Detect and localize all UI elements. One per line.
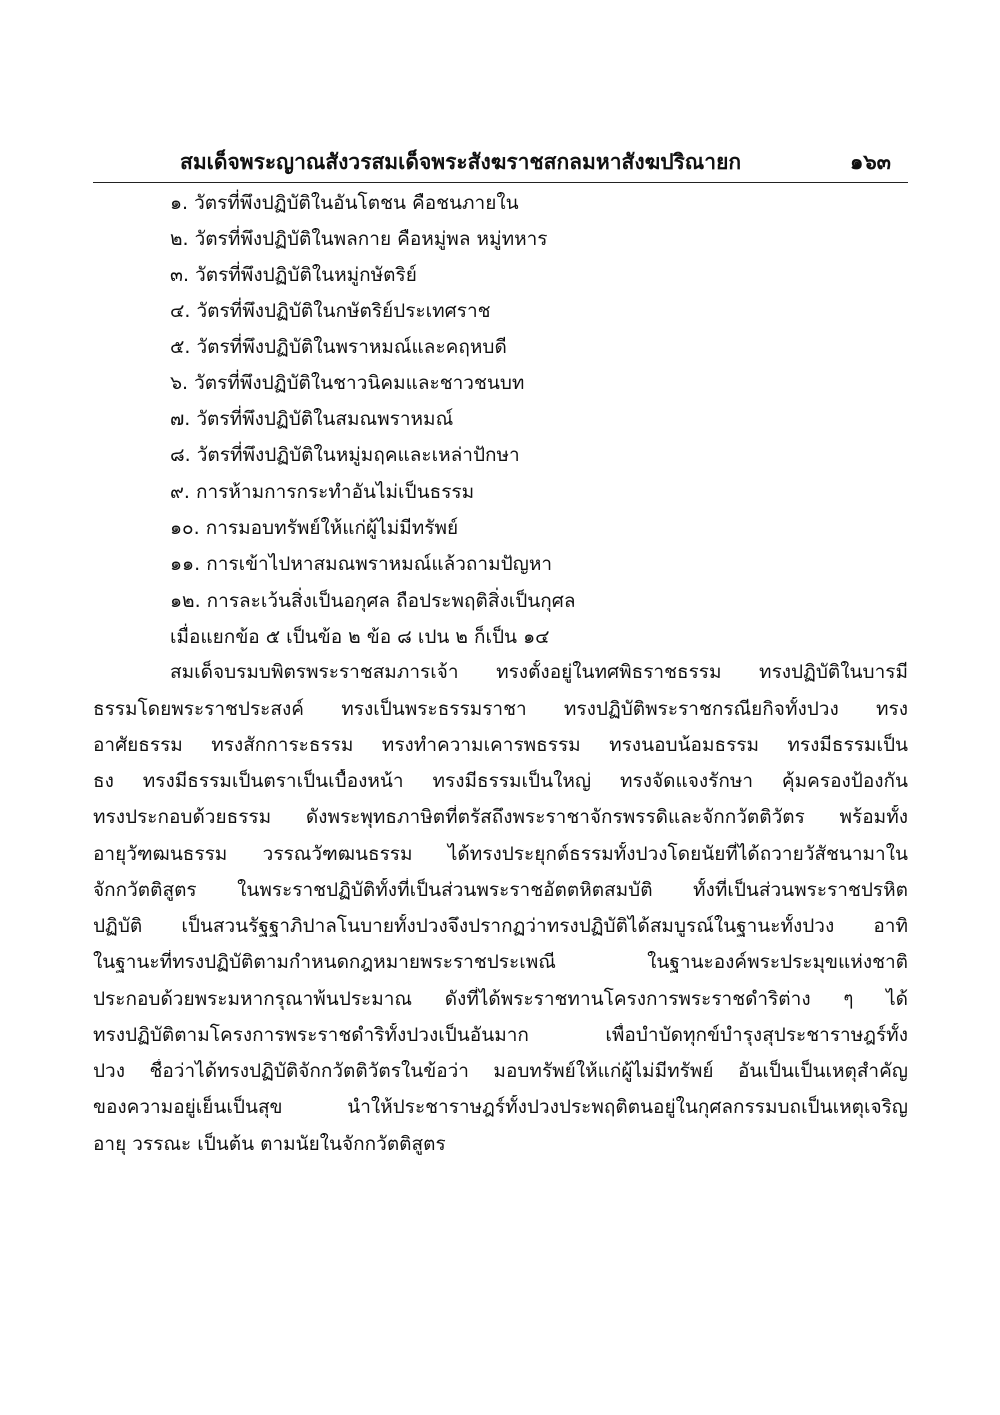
paragraph-line-10: ประกอบด้วยพระมหากรุณาพ้นประมาณ ดังที่ได้พระราชทานโครงการพระราชดำริต่าง ๆ ได้ (93, 988, 908, 1010)
summary-line: เมื่อแยกข้อ ๕ เป็นข้อ ๒ ข้อ ๘ เปน ๒ ก็เป็น ๑๔ (170, 626, 550, 648)
paragraph-line-14: อายุ วรรณะ เป็นต้น ตามนัยในจักกวัตติสูตร (93, 1133, 446, 1155)
paragraph-line-4: ธง ทรงมีธรรมเป็นตราเป็นเบื้องหน้า ทรงมีธรรมเป็นใหญ่ ทรงจัดแจงรักษา คุ้มครองป้องกัน (93, 770, 908, 792)
paragraph-line-5: ทรงประกอบด้วยธรรม ดังพระพุทธภาษิตที่ตรัสถึงพระราชาจักรพรรดิและจักกวัตติวัตร พร้อมทั้ง (93, 806, 908, 828)
list-item-12: ๑๒. การละเว้นสิ่งเป็นอกุศล ถือประพฤติสิ่งเป็นกุศล (170, 590, 576, 612)
paragraph-line-9: ในฐานะที่ทรงปฏิบัติตามกำหนดกฎหมายพระราชประเพณี ในฐานะองค์พระประมุขแห่งชาติ (93, 951, 908, 973)
list-item-1: ๑. วัตรที่พึงปฏิบัติในอันโตชน คือชนภายใน (170, 192, 519, 214)
running-header-title: สมเด็จพระญาณสังวรสมเด็จพระสังฆราชสกลมหาสังฆปริณายก (180, 150, 742, 174)
list-item-8: ๘. วัตรที่พึงปฏิบัติในหมู่มฤคและเหล่าปักษา (170, 444, 520, 466)
paragraph-line-1: สมเด็จบรมบพิตรพระราชสมภารเจ้า ทรงตั้งอยู่ในทศพิธราชธรรม ทรงปฏิบัติในบารมี (170, 661, 908, 683)
paragraph-line-11: ทรงปฏิบัติตามโครงการพระราชดำริทั้งปวงเป็นอันมาก เพื่อบำบัดทุกข์บำรุงสุประชาราษฎร์ทั้ง (93, 1024, 908, 1046)
paragraph-line-8: ปฏิบัติ เป็นสวนรัฐฐาภิปาลโนบายทั้งปวงจึงปรากฏว่าทรงปฏิบัติได้สมบูรณ์ในฐานะทั้งปวง อาทิ (93, 915, 908, 937)
list-item-4: ๔. วัตรที่พึงปฏิบัติในกษัตริย์ประเทศราช (170, 300, 491, 322)
list-item-7: ๗. วัตรที่พึงปฏิบัติในสมณพราหมณ์ (170, 408, 454, 430)
paragraph-line-13: ของความอยู่เย็นเป็นสุข นำให้ประชาราษฎร์ทั้งปวงประพฤติตนอยู่ในกุศลกรรมบถเป็นเหตุเจริญ (93, 1096, 908, 1118)
list-item-6: ๖. วัตรที่พึงปฏิบัติในชาวนิคมและชาวชนบท (170, 372, 525, 394)
paragraph-line-6: อายุวัฑฒนธรรม วรรณวัฑฒนธรรม ได้ทรงประยุกต์ธรรมทั้งปวงโดยนัยที่ได้ถวายวัสัชนามาใน (93, 843, 908, 865)
list-item-3: ๓. วัตรที่พึงปฏิบัติในหมู่กษัตริย์ (170, 264, 417, 286)
list-item-2: ๒. วัตรที่พึงปฏิบัติในพลกาย คือหมู่พล หมู่ทหาร (170, 228, 548, 250)
list-item-9: ๙. การห้ามการกระทำอันไม่เป็นธรรม (170, 481, 475, 503)
page-number: ๑๖๓ (850, 150, 892, 174)
list-item-5: ๕. วัตรที่พึงปฏิบัติในพราหมณ์และคฤหบดี (170, 336, 507, 358)
paragraph-line-2: ธรรมโดยพระราชประสงค์ ทรงเป็นพระธรรมราชา ทรงปฏิบัติพระราชกรณียกิจทั้งปวง ทรง (93, 698, 908, 720)
header-divider (93, 182, 908, 183)
paragraph-line-3: อาศัยธรรม ทรงสักการะธรรม ทรงทำความเคารพธรรม ทรงนอบน้อมธรรม ทรงมีธรรมเป็น (93, 734, 908, 756)
paragraph-line-12: ปวง ชื่อว่าได้ทรงปฏิบัติจักกวัตติวัตรในข้อว่า มอบทรัพย์ให้แก่ผู้ไม่มีทรัพย์ อันเป็นเป็นเหตุสำคัญ (93, 1060, 908, 1082)
paragraph-line-7: จักกวัตติสูตร ในพระราชปฏิบัติทั้งที่เป็นส่วนพระราชอัตตหิตสมบัติ ทั้งที่เป็นส่วนพระราชปรหิต (93, 879, 908, 901)
list-item-10: ๑๐. การมอบทรัพย์ให้แก่ผู้ไม่มีทรัพย์ (170, 517, 459, 539)
list-item-11: ๑๑. การเข้าไปหาสมณพราหมณ์แล้วถามปัญหา (170, 553, 553, 575)
